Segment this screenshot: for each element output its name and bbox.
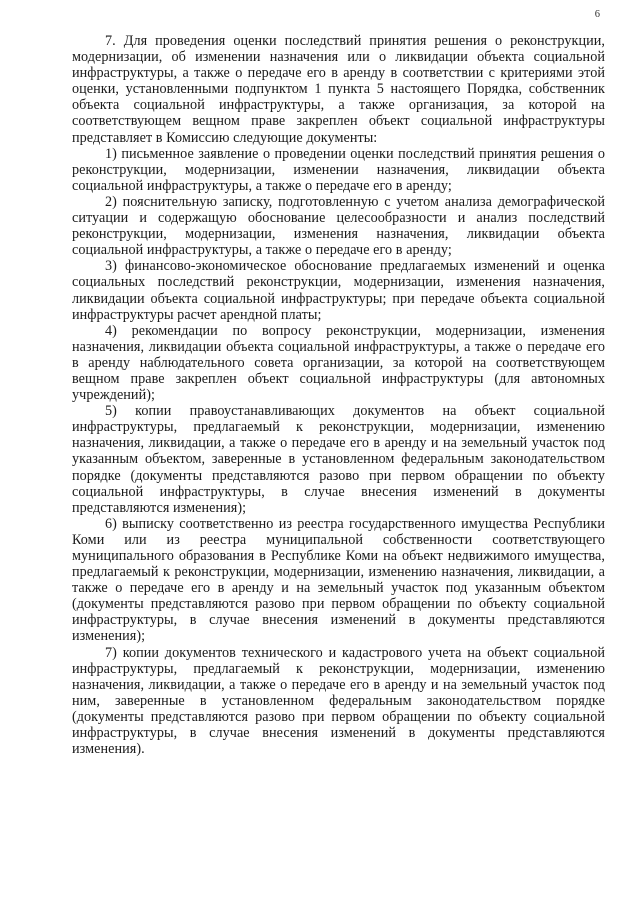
paragraph-item-4: 4) рекомендации по вопросу реконструкции, модернизации, изменения назначения, ликвидации объекта социальной инфраструктуры, а также о передаче его в аренду наблюдательного совета организации, за которой на соответствующем вещном праве закреплен объект социальной инфраструктуры (для автономных учреждений); (72, 322, 605, 404)
paragraph-item-3: 3) финансово-экономическое обоснование предлагаемых изменений и оценка социальных последствий реконструкции, модернизации, изменения назначения, ликвидации объекта социальной инфраструктуры; при передаче объекта социальной инфраструктуры расчет арендной платы; (72, 258, 605, 323)
paragraph-item-2: 2) пояснительную записку, подготовленную с учетом анализа демографической ситуации и содержащую обоснование целесообразности и анализ последствий реконструкции, модернизации, изменения назначения, ликвидации объекта социальной инфраструктуры, а также о передаче его в аренду; (72, 193, 605, 259)
paragraph-item-1: 1) письменное заявление о проведении оценки последствий принятия решения о реконструкции, модернизации, изменении назначения, ликвидации объекта социальной инфраструктуры, а также о передаче его в аренду; (72, 145, 605, 194)
paragraph-item-7: 7) копии документов технического и кадастрового учета на объект социальной инфраструктуры, предлагаемый к реконструкции, модернизации, изменению назначения, ликвидации, а также о передаче его в аренду и на земельный участок под ним, заверенные в установленном федеральным законодательством порядке (документы представляются разово при первом обращении по объекту социальной инфраструктуры, в случае внесения изменений в документы представляются изменения). (72, 644, 605, 758)
document-body (72, 33, 605, 757)
page-number: 6 (594, 9, 600, 20)
paragraph-item-6: 6) выписку соответственно из реестра государственного имущества Республики Коми или из реестра муниципальной собственности соответствующего муниципального образования в Республике Коми на объект недвижимого имущества, предлагаемый к реконструкции, модернизации, изменению назначения, ликвидации, а также о передаче его в аренду и на земельный участок под указанным объектом (документы представляются разово при первом обращении по объекту социальной инфраструктуры, в случае внесения изменений в документы представляются изменения); (72, 515, 605, 645)
paragraph-intro: 7. Для проведения оценки последствий принятия решения о реконструкции, модернизации, об изменении назначения или о ликвидации объекта социальной инфраструктуры, а также о передаче его в аренду в соответствии с критериями этой оценки, установленными подпунктом 1 пункта 5 настоящего Порядка, собственник объекта социальной инфраструктуры, а также организация, за которой на соответствующем вещном праве закреплен объект социальной инфраструктуры представляет в Комиссию следующие документы: (72, 33, 605, 146)
paragraph-item-5: 5) копии правоустанавливающих документов на объект социальной инфраструктуры, предлагаемый к реконструкции, модернизации, изменению назначения, ликвидации, а также о передаче его в аренду и на земельный участок под указанным объектом, заверенные в установленном федеральным законодательством порядке (документы представляются разово при первом обращении по объекту социальной инфраструктуры, в случае внесения изменений в документы представляются изменения); (72, 403, 605, 516)
